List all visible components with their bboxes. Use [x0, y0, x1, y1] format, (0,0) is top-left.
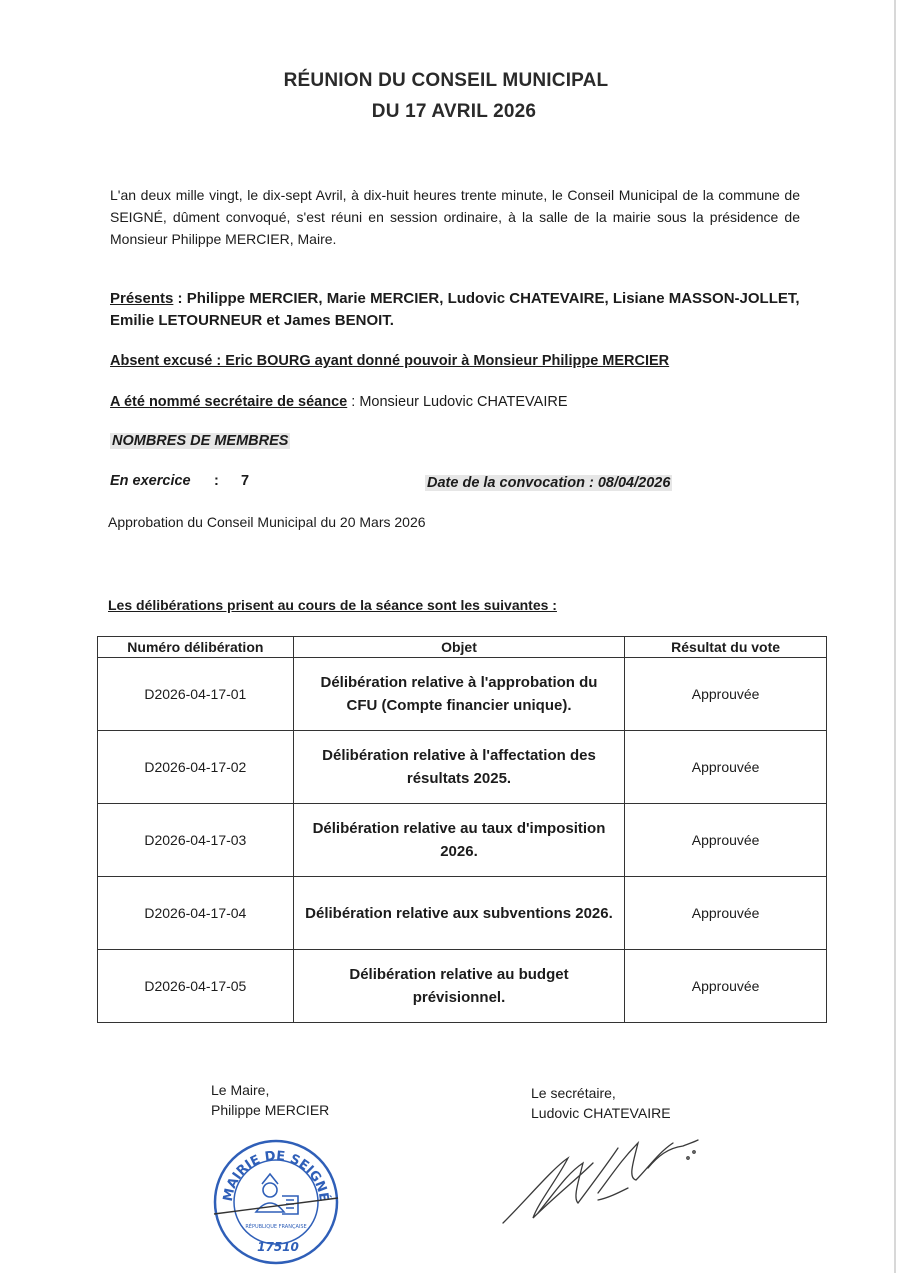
cell-resultat: Approuvée: [625, 731, 827, 804]
mairie-stamp-icon: [212, 1138, 340, 1266]
presents-label: Présents: [110, 290, 174, 307]
cell-numero: D2026-04-17-04: [98, 877, 294, 950]
table-row: [98, 877, 827, 950]
presents-paragraph: [110, 288, 810, 332]
cell-objet: Délibération relative à l'approbation du CFU (Compte financier unique).: [293, 658, 625, 731]
secretaire-line: [110, 394, 568, 410]
page-edge: [894, 0, 896, 1273]
deliberations-intro: Les délibérations prisent au cours de la séance sont les suivantes :: [108, 597, 557, 613]
maire-name: Philippe MERCIER: [211, 1102, 330, 1118]
title-line-2: DU 17 AVRIL 2026: [371, 101, 537, 122]
convocation-date: Date de la convocation : 08/04/2026: [427, 475, 671, 491]
cell-resultat: Approuvée: [625, 658, 827, 731]
cell-objet: Délibération relative aux subventions 2026.: [293, 877, 625, 950]
en-exercice-colon: :: [214, 473, 219, 489]
header-resultat: Résultat du vote: [625, 637, 827, 658]
secretaire-value: : Monsieur Ludovic CHATEVAIRE: [347, 394, 568, 410]
secretaire-role: Le secrétaire,: [531, 1085, 616, 1101]
cell-objet: Délibération relative à l'affectation des résultats 2025.: [293, 731, 625, 804]
cell-resultat: Approuvée: [625, 877, 827, 950]
svg-text:17510: 17510: [257, 1240, 299, 1254]
cell-objet: Délibération relative au budget prévisionnel.: [293, 950, 625, 1023]
maire-role: Le Maire,: [211, 1082, 270, 1098]
approbation-line: Approbation du Conseil Municipal du 20 Mars 2026: [108, 514, 426, 530]
header-numero: Numéro délibération: [98, 637, 294, 658]
deliberations-table: [97, 636, 827, 1023]
en-exercice-label: En exercice: [110, 473, 191, 489]
secretaire-signature-block: [531, 1083, 671, 1123]
table-row: [98, 950, 827, 1023]
table-row: [98, 731, 827, 804]
secretaire-name: Ludovic CHATEVAIRE: [531, 1105, 671, 1121]
cell-resultat: Approuvée: [625, 804, 827, 877]
presents-list: : Philippe MERCIER, Marie MERCIER, Ludovic CHATEVAIRE, Lisiane MASSON-JOLLET, Emilie LETOURNEUR et James BENOIT.: [110, 290, 800, 329]
intro-paragraph: L'an deux mille vingt, le dix-sept Avril, à dix-huit heures trente minute, le Conseil Municipal de la commune de SEIGNÉ, dûment convoqué, s'est réuni en session ordinaire, à la salle de la mairie sous la présidence de Monsieur Philippe MERCIER, Maire.: [110, 187, 800, 247]
cell-numero: D2026-04-17-05: [98, 950, 294, 1023]
table-header-row: [98, 637, 827, 658]
maire-signature-block: [211, 1080, 329, 1120]
svg-text:MAIRIE DE SEIGNÉ: MAIRIE DE SEIGNÉ: [220, 1148, 332, 1203]
cell-numero: D2026-04-17-02: [98, 731, 294, 804]
absent-line: Absent excusé : Eric BOURG ayant donné pouvoir à Monsieur Philippe MERCIER: [110, 353, 670, 369]
secretaire-label: A été nommé secrétaire de séance: [110, 394, 348, 410]
en-exercice-value: 7: [241, 473, 250, 489]
table-row: [98, 804, 827, 877]
cell-numero: D2026-04-17-03: [98, 804, 294, 877]
svg-text:RÉPUBLIQUE FRANÇAISE: RÉPUBLIQUE FRANÇAISE: [245, 1224, 307, 1230]
cell-objet: Délibération relative au taux d'imposition 2026.: [293, 804, 625, 877]
secretaire-signature-icon: [498, 1118, 708, 1228]
table-row: [98, 658, 827, 731]
membres-heading: NOMBRES DE MEMBRES: [112, 433, 289, 449]
header-objet: Objet: [293, 637, 625, 658]
cell-resultat: Approuvée: [625, 950, 827, 1023]
cell-numero: D2026-04-17-01: [98, 658, 294, 731]
title-line-1: RÉUNION DU CONSEIL MUNICIPAL: [283, 70, 609, 91]
